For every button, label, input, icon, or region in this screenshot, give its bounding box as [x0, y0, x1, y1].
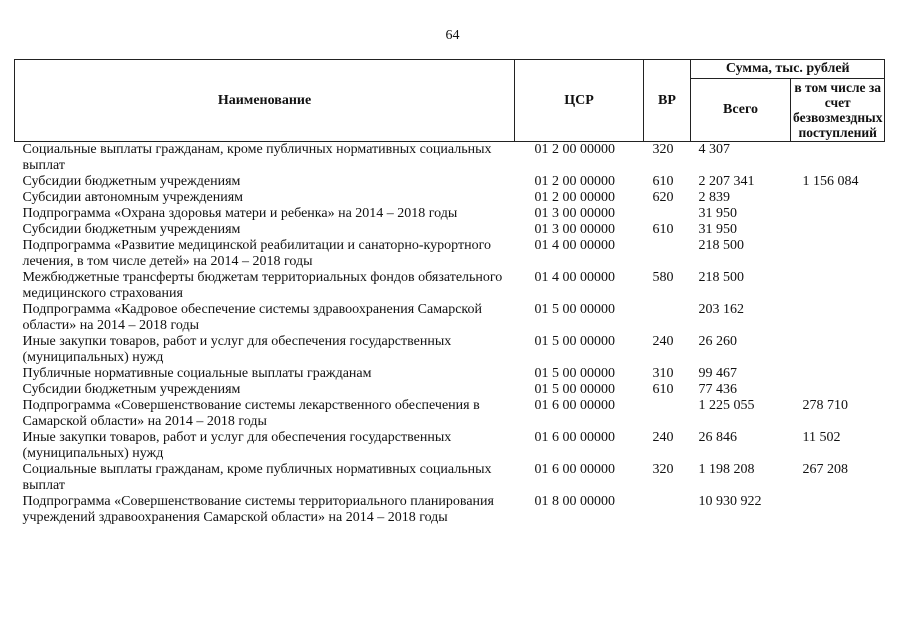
table-row [15, 174, 885, 190]
row-csr: 01 8 00 00000 [534, 494, 615, 509]
row-csr: 01 5 00 00000 [534, 302, 615, 317]
row-vr [644, 206, 691, 222]
row-csr: 01 4 00 00000 [534, 270, 615, 285]
row-vr [644, 398, 691, 430]
table-row [15, 222, 885, 238]
row-total: 31 950 [698, 206, 737, 221]
row-vr: 610 [652, 222, 674, 237]
row-name: Социальные выплаты гражданам, кроме публичных нормативных социальных выплат [22, 462, 492, 493]
row-free [791, 238, 885, 270]
header-csr: ЦСР [515, 60, 644, 142]
table-row [15, 270, 885, 302]
row-name: Межбюджетные трансферты бюджетам территориальных фондов обязательного медицинского страхования [22, 270, 503, 301]
table-row [15, 366, 885, 382]
row-name: Субсидии автономным учреждениям [22, 190, 244, 205]
row-total: 2 839 [698, 190, 730, 205]
row-name: Субсидии бюджетным учреждениям [22, 382, 241, 397]
row-name: Иные закупки товаров, работ и услуг для обеспечения государственных (муниципальных) нужд [22, 334, 452, 365]
row-csr: 01 3 00 00000 [534, 206, 615, 221]
row-csr: 01 3 00 00000 [534, 222, 615, 237]
header-vr: ВР [644, 60, 691, 142]
row-free: 278 710 [802, 398, 848, 413]
row-total: 2 207 341 [698, 174, 755, 189]
table-row [15, 382, 885, 398]
row-total: 1 198 208 [698, 462, 755, 477]
row-vr: 310 [652, 366, 674, 381]
row-total: 1 225 055 [698, 398, 755, 413]
header-free: в том числе за счет безвозмездных поступлений [791, 79, 885, 142]
row-free [791, 222, 885, 238]
row-free: 11 502 [802, 430, 841, 445]
row-vr [644, 238, 691, 270]
table-header [15, 60, 885, 142]
row-total: 203 162 [698, 302, 744, 317]
table-row [15, 494, 885, 526]
row-name: Подпрограмма «Совершенствование системы территориального планирования учреждений здравоохранения Самарской области» на 2014 – 2018 годы [22, 494, 494, 525]
row-free [791, 334, 885, 366]
table-row [15, 206, 885, 222]
row-name: Субсидии бюджетным учреждениям [22, 222, 241, 237]
row-csr: 01 6 00 00000 [534, 430, 615, 445]
row-free [791, 366, 885, 382]
row-free: 267 208 [802, 462, 848, 477]
row-total: 4 307 [698, 142, 730, 157]
row-vr: 240 [652, 430, 674, 445]
budget-table [14, 59, 885, 526]
row-free [791, 302, 885, 334]
row-csr: 01 4 00 00000 [534, 238, 615, 253]
row-csr: 01 2 00 00000 [534, 174, 615, 189]
row-name: Подпрограмма «Охрана здоровья матери и ребенка» на 2014 – 2018 годы [22, 206, 458, 221]
row-csr: 01 5 00 00000 [534, 334, 615, 349]
table-body [15, 142, 885, 527]
row-total: 26 846 [698, 430, 737, 445]
row-csr: 01 5 00 00000 [534, 366, 615, 381]
row-csr: 01 6 00 00000 [534, 398, 615, 413]
row-vr: 610 [652, 382, 674, 397]
row-name: Подпрограмма «Развитие медицинской реабилитации и санаторно-курортного лечения, в том числе детей» на 2014 – 2018 годы [22, 238, 491, 269]
row-name: Субсидии бюджетным учреждениям [22, 174, 241, 189]
header-sum: Сумма, тыс. рублей [691, 60, 885, 79]
row-total: 31 950 [698, 222, 737, 237]
table-row [15, 462, 885, 494]
row-free: 1 156 084 [802, 174, 859, 189]
row-free [791, 270, 885, 302]
row-total: 218 500 [698, 238, 744, 253]
row-vr: 320 [652, 142, 674, 157]
row-free [791, 206, 885, 222]
row-vr [644, 494, 691, 526]
row-vr: 320 [652, 462, 674, 477]
table-row [15, 238, 885, 270]
row-vr [644, 302, 691, 334]
row-free [791, 382, 885, 398]
row-csr: 01 5 00 00000 [534, 382, 615, 397]
row-total: 99 467 [698, 366, 737, 381]
row-vr: 240 [652, 334, 674, 349]
row-name: Подпрограмма «Совершенствование системы лекарственного обеспечения в Самарской области» на 2014 – 2018 годы [22, 398, 480, 429]
row-total: 26 260 [698, 334, 737, 349]
row-csr: 01 2 00 00000 [534, 142, 615, 157]
row-csr: 01 6 00 00000 [534, 462, 615, 477]
row-vr: 620 [652, 190, 674, 205]
row-name: Подпрограмма «Кадровое обеспечение системы здравоохранения Самарской области» на 2014 – 2018 годы [22, 302, 482, 333]
header-name: Наименование [15, 60, 515, 142]
row-free [791, 494, 885, 526]
table-row [15, 398, 885, 430]
row-vr: 580 [652, 270, 674, 285]
row-free [791, 142, 885, 175]
row-vr: 610 [652, 174, 674, 189]
row-csr: 01 2 00 00000 [534, 190, 615, 205]
table-row [15, 142, 885, 175]
page-number: 64 [445, 28, 460, 43]
row-total: 77 436 [698, 382, 737, 397]
row-total: 218 500 [698, 270, 744, 285]
row-total: 10 930 922 [698, 494, 762, 509]
row-free [791, 190, 885, 206]
table-row [15, 190, 885, 206]
table-row [15, 334, 885, 366]
row-name: Публичные нормативные социальные выплаты гражданам [22, 366, 372, 381]
header-total: Всего [691, 79, 791, 142]
row-name: Социальные выплаты гражданам, кроме публичных нормативных социальных выплат [22, 142, 492, 173]
row-name: Иные закупки товаров, работ и услуг для обеспечения государственных (муниципальных) нужд [22, 430, 452, 461]
table-row [15, 430, 885, 462]
table-row [15, 302, 885, 334]
